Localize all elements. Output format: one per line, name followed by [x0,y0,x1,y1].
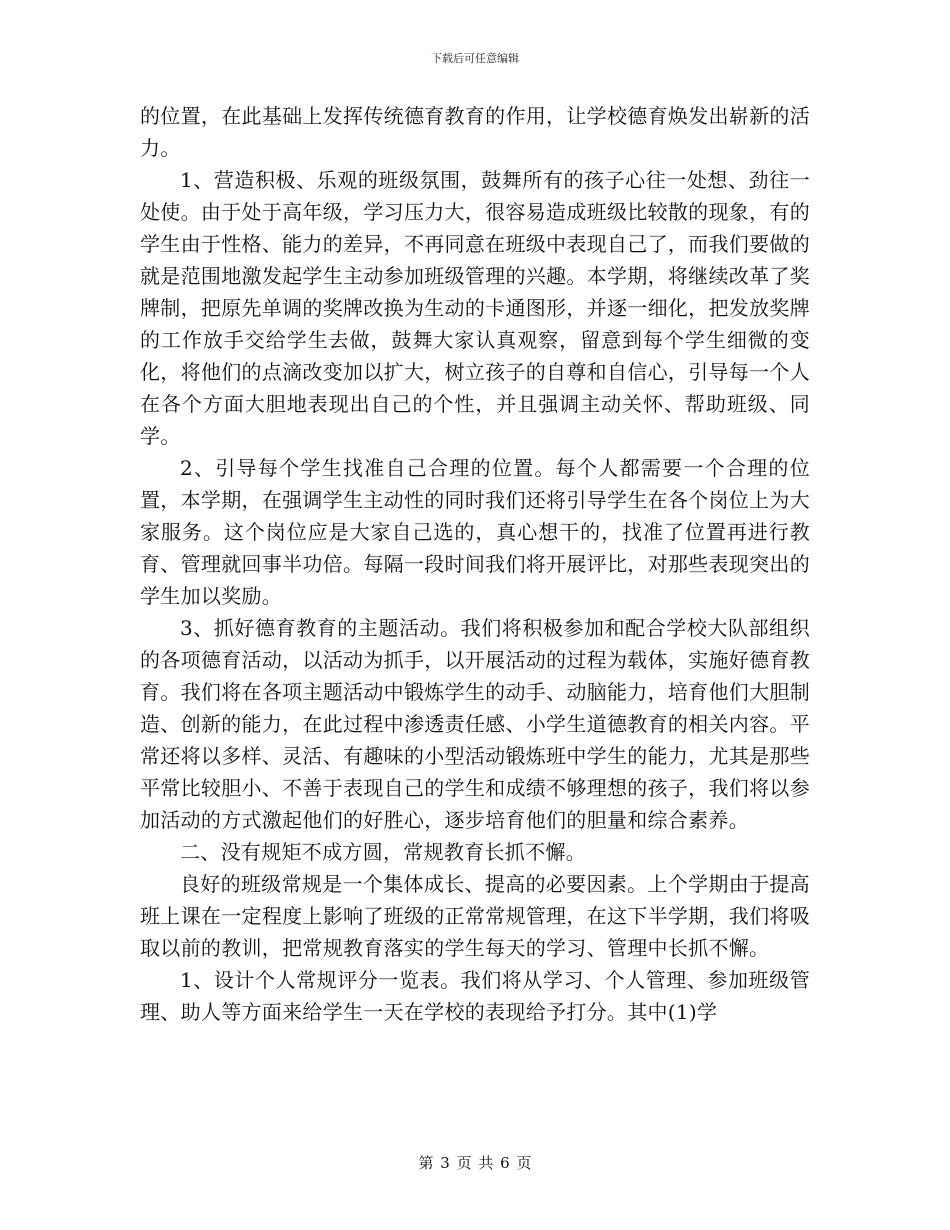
paragraph-item-1-scoring: 1、设计个人常规评分一览表。我们将从学习、个人管理、参加班级管理、助人等方面来给学生一天在学校的表现给予打分。其中(1)学 [140,968,810,1024]
paragraph-item-2-position: 2、引导每个学生找准自己合理的位置。每个人都需要一个合理的位置，本学期，在强调学生主动性的同时我们还将引导学生在各个岗位上为大家服务。这个岗位应是大家自己选的，真心想干的，找准了位置再进行教育、管理就回事半功倍。每隔一段时间我们将开展评比，对那些表现突出的学生加以奖励。 [140,456,810,608]
page-header: 下载后可任意编辑 [431,52,519,65]
paragraph-continuation: 的位置，在此基础上发挥传统德育教育的作用，让学校德育焕发出崭新的活力。 [140,104,810,160]
paragraph-routine-intro: 良好的班级常规是一个集体成长、提高的必要因素。上个学期由于提高班上课在一定程度上影响了班级的正常常规管理，在这下半学期，我们将吸取以前的教训，把常规教育落实的学生每天的学习、管理中长抓不懈。 [140,872,810,960]
document-body [140,100,810,1028]
page-number-footer: 第 3 页 共 6 页 [418,1154,532,1172]
section-heading-routine: 二、没有规矩不成方圆，常规教育长抓不懈。 [180,840,586,864]
paragraph-item-3-activities: 3、抓好德育教育的主题活动。我们将积极参加和配合学校大队部组织的各项德育活动，以活动为抓手，以开展活动的过程为载体，实施好德育教育。我们将在各项主题活动中锻炼学生的动手、动脑能力，培育他们大胆制造、创新的能力，在此过程中渗透责任感、小学生道德教育的相关内容。平常还将以多样、灵活、有趣味的小型活动锻炼班中学生的能力，尤其是那些平常比较胆小、不善于表现自己的学生和成绩不够理想的孩子，我们将以参加活动的方式激起他们的好胜心，逐步培育他们的胆量和综合素养。 [140,616,810,832]
paragraph-item-1-atmosphere: 1、营造积极、乐观的班级氛围，鼓舞所有的孩子心往一处想、劲往一处使。由于处于高年级，学习压力大，很容易造成班级比较散的现象，有的学生由于性格、能力的差异，不再同意在班级中表现自己了，而我们要做的就是范围地激发起学生主动参加班级管理的兴趣。本学期，将继续改革了奖牌制，把原先单调的奖牌改换为生动的卡通图形，并逐一细化，把发放奖牌的工作放手交给学生去做，鼓舞大家认真观察，留意到每个学生细微的变化，将他们的点滴改变加以扩大，树立孩子的自尊和自信心，引导每一个人在各个方面大胆地表现出自己的个性，并且强调主动关怀、帮助班级、同学。 [140,168,810,448]
